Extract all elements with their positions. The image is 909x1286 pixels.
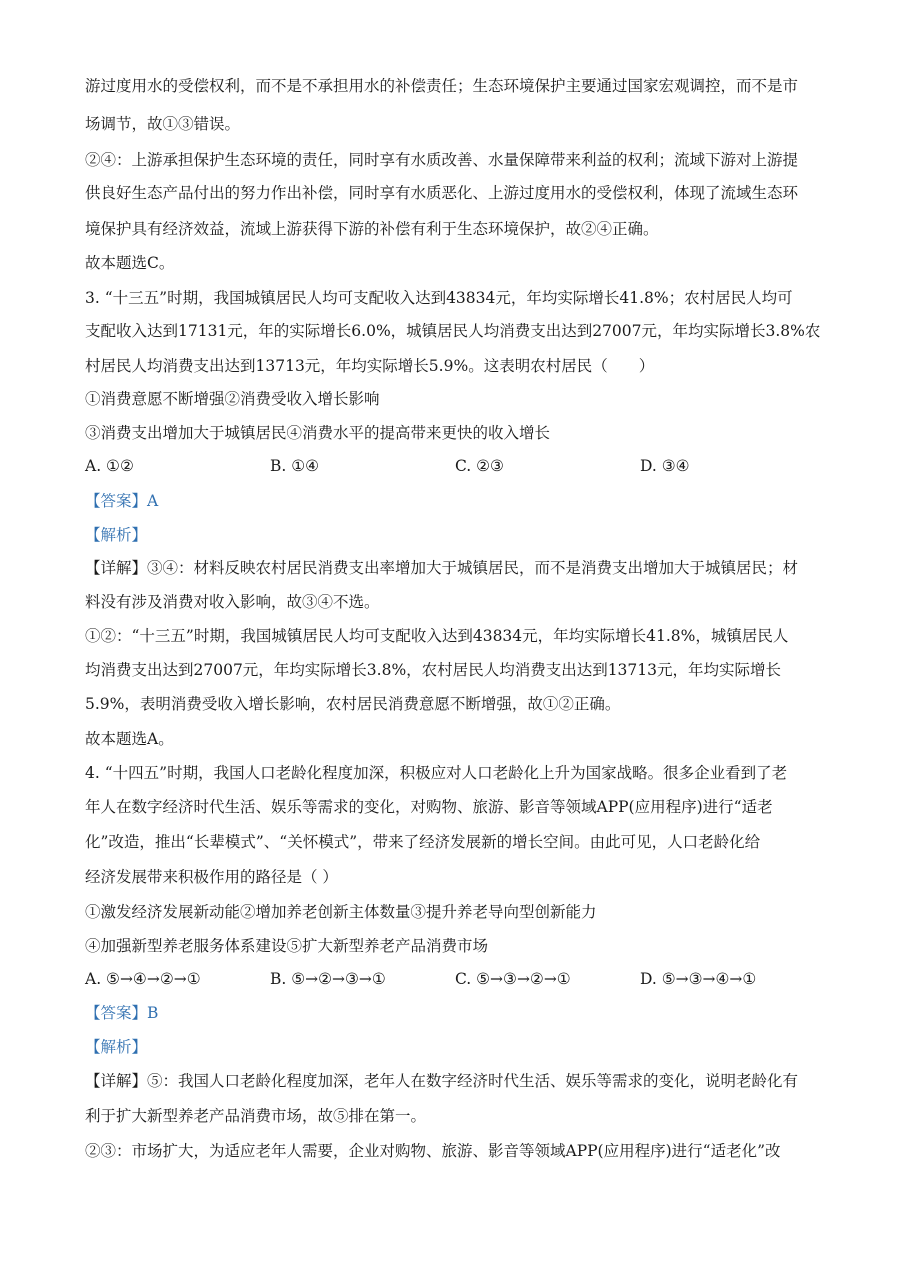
q3-analysis-label: 【解析】 <box>85 526 148 544</box>
q4-detail-line: 利于扩大新型养老产品消费市场，故⑤排在第一。 <box>85 1107 427 1125</box>
q4-detail-line: ②③：市场扩大，为适应老年人需要，企业对购物、旅游、影音等领域APP(应用程序)进行“适老化”改 <box>85 1142 781 1160</box>
answer-label: 【答案】A <box>85 492 159 510</box>
text-line: 化”改造，推出“长辈模式”、“关怀模式”，带来了经济发展新的增长空间。由此可见，人口老龄化给 <box>85 833 761 851</box>
question-3-stem: 3. “十三五”时期，我国城镇居民人均可支配收入达到43834元，年均实际增长41.8%；农村居民人均可 <box>85 289 793 307</box>
statement-line: ①消费意愿不断增强②消费受收入增长影响 <box>85 390 380 408</box>
q4-option-d: D. ⑤→③→④→① <box>640 970 757 988</box>
text-line: 村居民人均消费支出达到13713元，年均实际增长5.9%。这表明农村居民（ ） <box>85 357 655 375</box>
statement-line: ①激发经济发展新动能②增加养老创新主体数量③提升养老导向型创新能力 <box>85 903 597 921</box>
q3-option-c: C. ②③ <box>455 457 504 475</box>
q3-detail-line: 5.9%，表明消费受收入增长影响，农村居民消费意愿不断增强，故①②正确。 <box>85 695 621 713</box>
q3-answer <box>85 491 158 511</box>
q4-option-b: B. ⑤→②→③→① <box>270 970 386 988</box>
q4-analysis-label: 【解析】 <box>85 1038 148 1056</box>
q4-detail-line: 【详解】⑤：我国人口老龄化程度加深，老年人在数字经济时代生活、娱乐等需求的变化，说明老龄化有 <box>85 1072 799 1090</box>
q3-detail-line: 【详解】③④：材料反映农村居民消费支出率增加大于城镇居民，而不是消费支出增加大于城镇居民；材 <box>85 559 799 577</box>
question-4-stem: 4. “十四五”时期，我国人口老龄化程度加深，积极应对人口老龄化上升为国家战略。很多企业看到了老 <box>85 764 788 782</box>
statement-line: ④加强新型养老服务体系建设⑤扩大新型养老产品消费市场 <box>85 937 489 955</box>
text-line: 支配收入达到17131元，年的实际增长6.0%，城镇居民人均消费支出达到27007元，年均实际增长3.8%农 <box>85 322 821 340</box>
q4-option-c: C. ⑤→③→②→① <box>455 970 571 988</box>
text-line: 故本题选C。 <box>85 254 175 272</box>
q3-detail-line: ①②：“十三五”时期，我国城镇居民人均可支配收入达到43834元，年均实际增长41.8%，城镇居民人 <box>85 627 789 645</box>
q4-option-a: A. ⑤→④→②→① <box>85 970 201 988</box>
text-line: 经济发展带来积极作用的路径是（ ） <box>85 868 338 886</box>
q3-detail-line: 料没有涉及消费对收入影响，故③④不选。 <box>85 593 380 611</box>
text-line: ②④：上游承担保护生态环境的责任，同时享有水质改善、水量保障带来利益的权利；流域下游对上游提 <box>85 151 799 169</box>
text-line: 年人在数字经济时代生活、娱乐等需求的变化，对购物、旅游、影音等领域APP(应用程序)进行“适老 <box>85 798 773 816</box>
q3-option-b: B. ①④ <box>270 457 320 475</box>
text-line: 游过度用水的受偿权利，而不是不承担用水的补偿责任；生态环境保护主要通过国家宏观调控，而不是市 <box>85 77 799 95</box>
statement-line: ③消费支出增加大于城镇居民④消费水平的提高带来更快的收入增长 <box>85 424 551 442</box>
text-line: 供良好生态产品付出的努力作出补偿，同时享有水质恶化、上游过度用水的受偿权利，体现了流域生态环 <box>85 184 799 202</box>
q3-conclusion: 故本题选A。 <box>85 730 174 748</box>
q3-detail-line: 均消费支出达到27007元，年均实际增长3.8%，农村居民人均消费支出达到13713元，年均实际增长 <box>85 661 781 679</box>
q3-option-d: D. ③④ <box>640 457 690 475</box>
text-line: 境保护具有经济效益，流域上游获得下游的补偿有利于生态环境保护，故②④正确。 <box>85 220 659 238</box>
q3-option-a: A. ①② <box>85 457 134 475</box>
text-line: 场调节，故①③错误。 <box>85 115 241 133</box>
q4-answer: 【答案】B <box>85 1004 159 1022</box>
